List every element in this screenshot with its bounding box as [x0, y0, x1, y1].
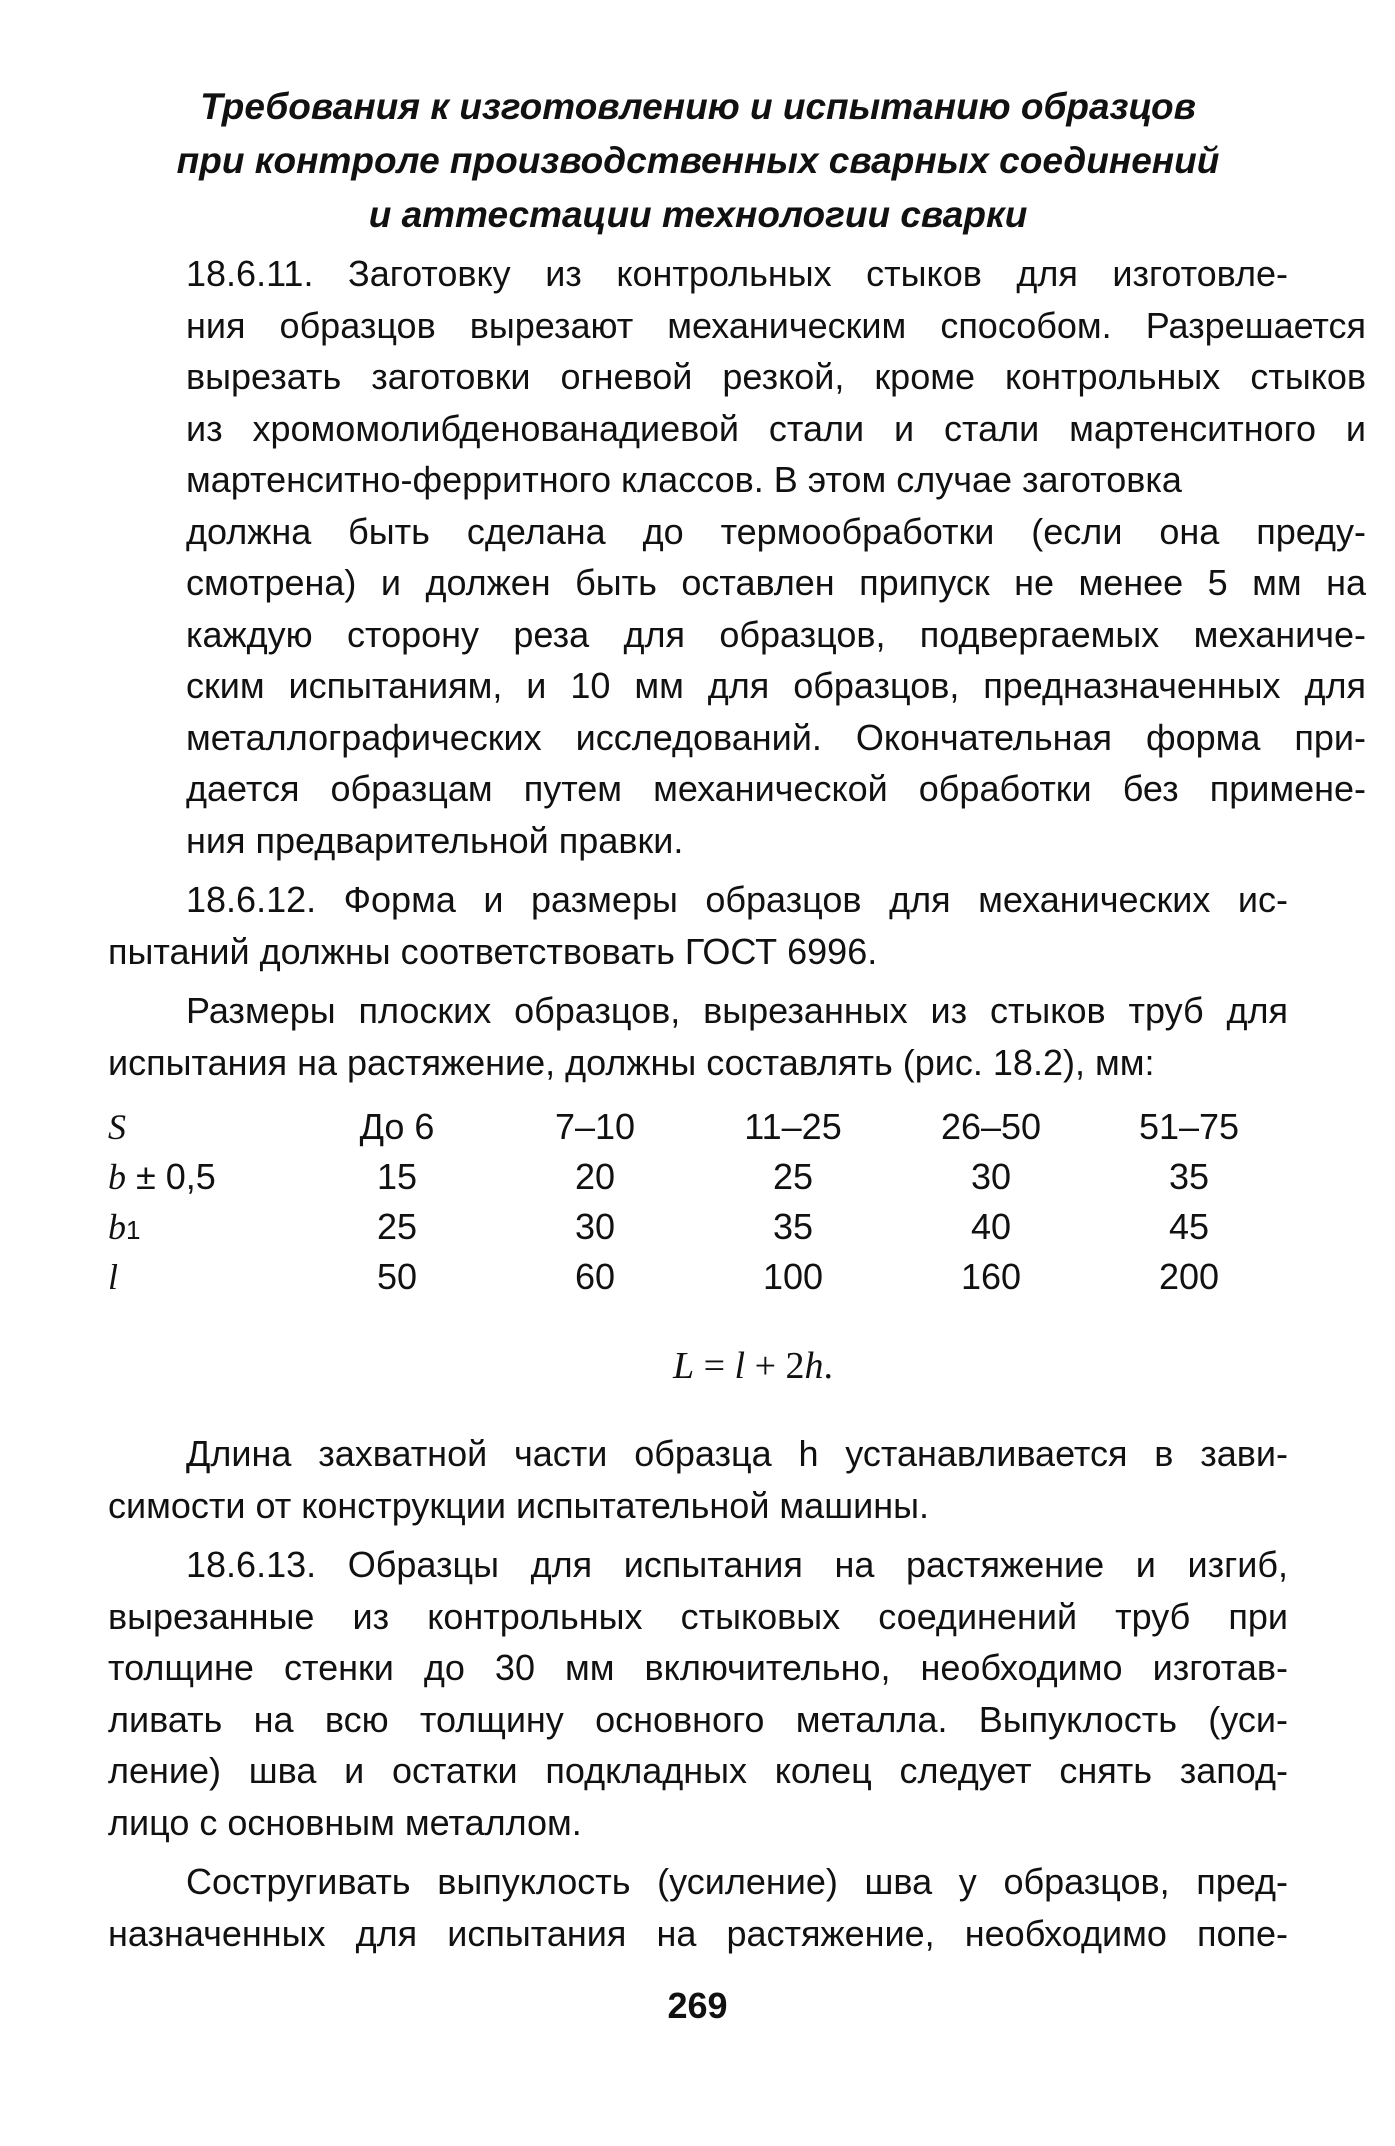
table-cell: 45: [1168, 1206, 1210, 1247]
page-number: 269: [667, 1985, 728, 2026]
paragraph-18-6-12: [108, 874, 1288, 977]
paragraph-specimen-sizes: [108, 985, 1288, 1088]
text-line: дается образцам путем механической обработки без примене-: [186, 768, 1366, 809]
text-line: ния образцов вырезают механическим способом. Разрешается: [186, 304, 1366, 346]
row-label: b1: [108, 1207, 141, 1247]
table-row: [108, 1102, 1288, 1152]
table-cell: 26–50: [940, 1106, 1042, 1147]
heading-line-3: и аттестации технологии сварки: [368, 194, 1028, 235]
specimen-dimensions-table: [108, 1102, 1288, 1302]
table-cell: 200: [1158, 1256, 1220, 1297]
text-line: Размеры плоских образцов, вырезанных из стыков труб для: [186, 990, 1288, 1031]
row-label: b ± 0,5: [108, 1156, 216, 1197]
text-line: ским испытаниям, и 10 мм для образцов, предназначенных для: [186, 665, 1366, 706]
text-line: 18.6.11. Заготовку из контрольных стыков для изготовле-: [186, 253, 1288, 294]
table-cell: До 6: [359, 1106, 435, 1147]
text-line: назначенных для испытания на растяжение, необходимо попе-: [108, 1912, 1288, 1954]
paragraph-planing: [108, 1856, 1288, 1959]
table-cell: 50: [376, 1256, 418, 1297]
text-line: мартенситно-ферритного классов. В этом случае заготовка: [186, 459, 1182, 500]
paragraph-18-6-11: [108, 248, 1366, 866]
row-label: l: [108, 1257, 119, 1297]
table-cell: 30: [574, 1206, 616, 1247]
table-cell: 100: [762, 1256, 824, 1297]
table-cell: 20: [574, 1156, 616, 1197]
text-line: пытаний должны соответствовать ГОСТ 6996.: [108, 930, 878, 972]
text-line: ление) шва и остатки подкладных колец следует снять запод-: [108, 1750, 1288, 1791]
text-line: из хромомолибденованадиевой стали и стали мартенситного и: [186, 407, 1366, 449]
table-row: [108, 1202, 1288, 1252]
heading-line-1: Требования к изготовлению и испытанию образцов: [200, 86, 1196, 127]
text-line: Длина захватной части образца h устанавливается в зави-: [186, 1433, 1288, 1474]
table-cell: 60: [574, 1256, 616, 1297]
table-cell: 30: [970, 1156, 1012, 1197]
table-row: [108, 1152, 1288, 1202]
table-cell: 160: [960, 1256, 1022, 1297]
paragraph-grip-length: [108, 1428, 1288, 1531]
text-line: ливать на всю толщину основного металла. Выпуклость (уси-: [108, 1698, 1288, 1740]
text-line: испытания на растяжение, должны составлять (рис. 18.2), мм:: [108, 1041, 1155, 1083]
text-line: лицо с основным металлом.: [108, 1801, 582, 1843]
text-line: ния предварительной правки.: [186, 819, 684, 861]
text-line: вырезанные из контрольных стыковых соединений труб при: [108, 1595, 1288, 1637]
section-heading: [108, 80, 1288, 242]
text-line: металлографических исследований. Окончательная форма при-: [186, 716, 1366, 758]
text-line: Состругивать выпуклость (усиление) шва у образцов, пред-: [186, 1861, 1288, 1902]
text-line: 18.6.12. Форма и размеры образцов для механических ис-: [186, 879, 1288, 920]
table-cell: 7–10: [554, 1106, 636, 1147]
table-cell: 25: [376, 1206, 418, 1247]
table-cell: 35: [772, 1206, 814, 1247]
text-line: 18.6.13. Образцы для испытания на растяжение и изгиб,: [186, 1544, 1288, 1585]
text-line: каждую сторону реза для образцов, подвергаемых механиче-: [186, 613, 1366, 655]
text-line: толщине стенки до 30 мм включительно, необходимо изготав-: [108, 1647, 1288, 1688]
table-cell: 11–25: [744, 1106, 842, 1147]
table-cell: 40: [970, 1206, 1012, 1247]
heading-line-2: при контроле производственных сварных соединений: [176, 140, 1220, 181]
table-cell: 15: [376, 1156, 418, 1197]
text-line: должна быть сделана до термообработки (если она преду-: [186, 510, 1366, 552]
row-label: S: [108, 1107, 126, 1147]
table-cell: 51–75: [1138, 1106, 1240, 1147]
table-cell: 35: [1168, 1156, 1210, 1197]
length-formula: L = l + 2h.: [672, 1345, 834, 1387]
text-line: смотрена) и должен быть оставлен припуск не менее 5 мм на: [186, 562, 1366, 603]
paragraph-18-6-13: [108, 1539, 1288, 1848]
table-row: [108, 1252, 1288, 1302]
page-body: [108, 80, 1366, 1967]
table-cell: 25: [772, 1156, 814, 1197]
text-line: симости от конструкции испытательной машины.: [108, 1484, 929, 1526]
text-line: вырезать заготовки огневой резкой, кроме контрольных стыков: [186, 356, 1366, 397]
